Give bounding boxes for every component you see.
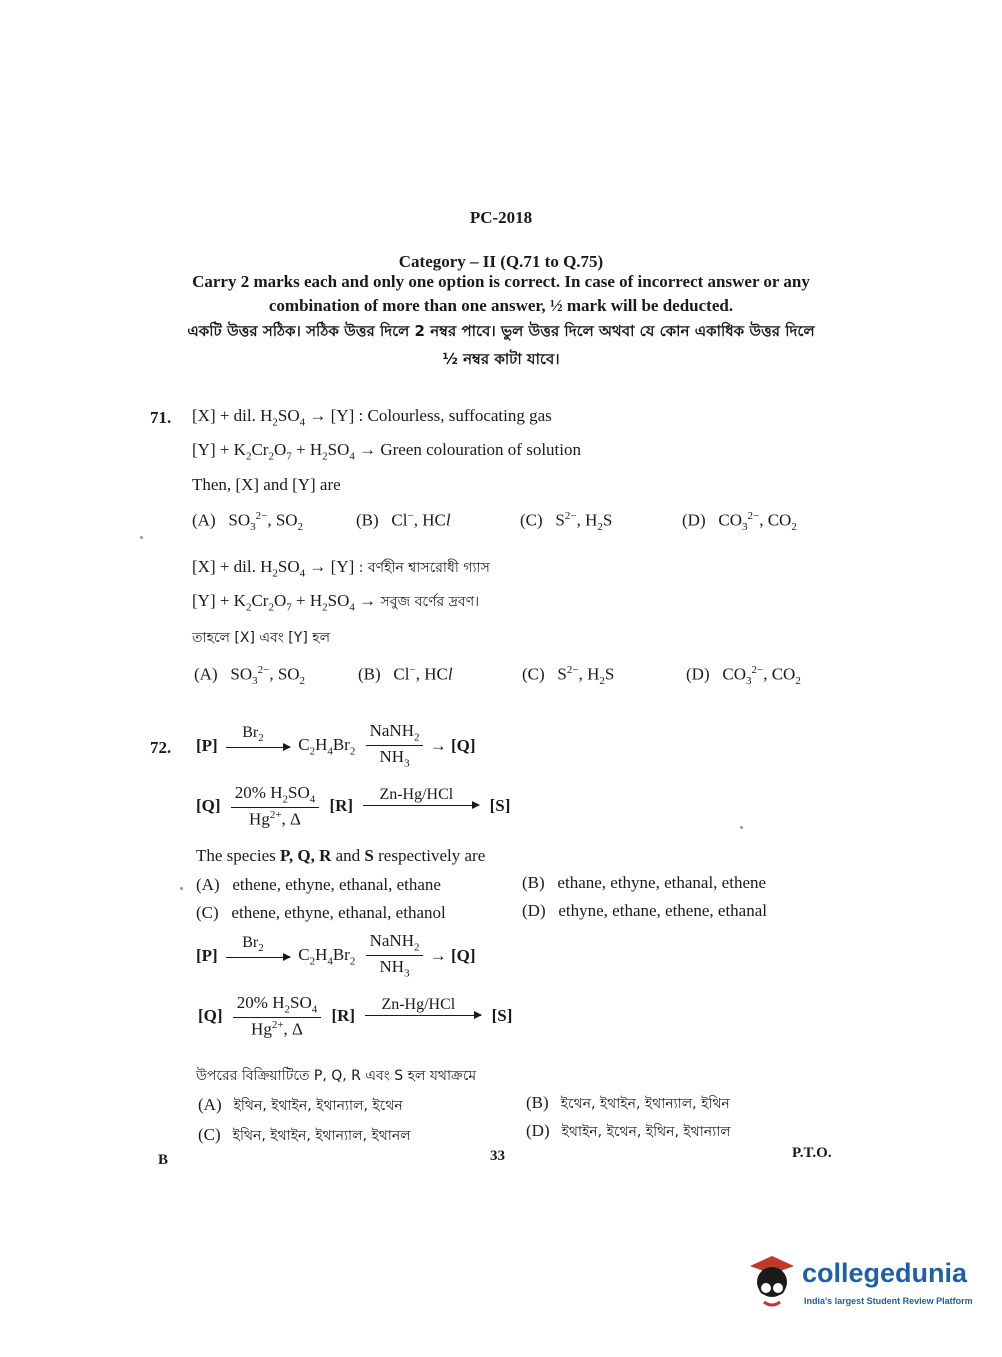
- reaction-arrow-zn: [363, 787, 479, 825]
- scan-speck: [740, 826, 743, 829]
- option-text: ইথিন, ইথাইন, ইথান্যাল, ইথেন: [233, 1098, 403, 1114]
- option-label: (B): [526, 1093, 549, 1112]
- q71-bn-option-c[interactable]: (C) $S^{2-}$, $H_2S$: [522, 664, 615, 688]
- q72-bn-option-d[interactable]: [526, 1120, 731, 1144]
- q72-option-a[interactable]: [196, 875, 441, 895]
- reagent-zn-hg: Zn-Hg/HCl: [379, 786, 454, 804]
- q71-option-c[interactable]: (C) $S^{2-}$, $H_2S$: [520, 510, 613, 534]
- q72-option-d[interactable]: [522, 901, 767, 921]
- prompt-bold: S: [364, 846, 374, 865]
- option-label: (B): [358, 664, 381, 684]
- option-label: (A): [196, 875, 220, 894]
- page-code: PC-2018: [469, 208, 533, 227]
- prompt-text: and: [331, 846, 365, 865]
- q71-option-b[interactable]: (B) Cl−, HCl: [356, 510, 451, 530]
- q71-option-a[interactable]: (A) $SO_3^{2-}$, $SO_2$: [192, 510, 304, 534]
- category-title: Category – II (Q.71 to Q.75): [398, 252, 604, 271]
- q71-bn-prompt: তাহলে [X] এবং [Y] হল: [192, 630, 331, 646]
- option-label: (D): [682, 510, 706, 530]
- option-label: (D): [526, 1121, 550, 1140]
- option-text: ইথাইন, ইথেন, ইথিন, ইথান্যাল: [561, 1124, 731, 1140]
- species-r: [R]: [331, 1006, 356, 1026]
- reagent-zn-hg: Zn-Hg/HCl: [381, 996, 456, 1014]
- reaction-arrow-zn: [365, 997, 481, 1035]
- option-label: (C): [520, 510, 543, 530]
- q71-line-1-text: : Colourless, suffocating gas: [354, 406, 552, 425]
- collegedunia-watermark: [742, 1250, 972, 1320]
- prompt-bold: P, Q, R: [280, 846, 332, 865]
- species-q: [Q]: [450, 945, 476, 965]
- reagent-nh3: NH: [379, 956, 405, 976]
- option-label: (A): [194, 664, 218, 684]
- species-r: [R]: [329, 796, 354, 816]
- q71-prompt: Then, [X] and [Y] are: [192, 475, 341, 494]
- reaction-arrow-nanh2: $\frac{NaNH_2}{NH_3}$: [366, 932, 424, 980]
- option-label: (C): [198, 1125, 221, 1144]
- q72-option-b[interactable]: [522, 873, 766, 893]
- q71-bn-option-b[interactable]: (B) Cl−, HCl: [358, 664, 453, 684]
- q72-bn-option-a[interactable]: [198, 1094, 403, 1118]
- option-label: (C): [196, 903, 219, 922]
- instruction-bn-1: একটি উত্তর সঠিক। সঠিক উত্তর দিলে 2 নম্বর পাবে। ভুল উত্তর দিলে অথবা যে কোন একাধিক উত্তর দিলে: [187, 322, 815, 340]
- q71-bn-line-2: $[Y] + K_2Cr_2O_7 + H_2SO_4$ → সবুজ বর্ণের দ্রবণ।: [192, 591, 480, 614]
- q72-bn-option-c[interactable]: [198, 1124, 411, 1148]
- question-number-72: 72.: [150, 738, 172, 757]
- reagent-nanh2: NaNH: [369, 931, 414, 950]
- q72-bn-reaction-2: [198, 994, 512, 1038]
- instruction-en-2: combination of more than one answer, ½ mark will be deducted.: [268, 296, 734, 315]
- q71-option-d[interactable]: (D) $CO_3^{2-}$, $CO_2$: [682, 510, 797, 534]
- option-label: (A): [192, 510, 216, 530]
- prompt-text: The species: [196, 846, 281, 865]
- option-text: ethane, ethyne, ethanal, ethene: [557, 873, 767, 892]
- q72-bn-reaction-1: [P] $Br_2$ $C_2H_4Br_2$ $\frac{NaNH_2}{NH_3}$ → [Q]: [196, 931, 476, 980]
- watermark-tagline: India's largest Student Review Platform: [804, 1296, 973, 1306]
- q71-line-2-text: Green colouration of solution: [376, 440, 582, 459]
- instruction-en-1: Carry 2 marks each and only one option is correct. In case of incorrect answer or any: [192, 272, 810, 291]
- q71-bn-option-a[interactable]: (A) $SO_3^{2-}$, $SO_2$: [194, 664, 306, 688]
- species-p: [P]: [196, 735, 218, 755]
- prompt-text: respectively are: [373, 846, 486, 865]
- instruction-bn-2: ½ নম্বর কাটা যাবে।: [442, 350, 560, 368]
- reaction-arrow-nanh2: $\frac{NaNH_2}{NH_3}$: [366, 722, 424, 770]
- reagent-h2so4: 20% H: [234, 783, 283, 802]
- q72-bn-prompt: উপরের বিক্রিয়াটিতে P, Q, R এবং S হল যথাক্রমে: [196, 1068, 477, 1084]
- reagent-hg: Hg: [249, 809, 270, 829]
- q72-reaction-1: [P] $Br_2$ $C_2H_4Br_2$ $\frac{NaNH_2}{NH_3}$ → [Q]: [196, 721, 476, 770]
- footer-pto: P.T.O.: [792, 1145, 832, 1161]
- option-text: ethene, ethyne, ethanal, ethanol: [231, 903, 446, 922]
- option-label: (A): [198, 1095, 222, 1114]
- option-label: (D): [522, 901, 546, 920]
- watermark-brand: collegedunia: [802, 1258, 968, 1288]
- option-label: (B): [522, 873, 545, 892]
- reagent-h2so4: 20% H: [236, 993, 285, 1012]
- reagent-nanh2: NaNH: [369, 721, 414, 740]
- species-q: [Q]: [450, 735, 476, 755]
- option-text: ইথিন, ইথাইন, ইথান্যাল, ইথানল: [232, 1128, 411, 1144]
- species-s: [S]: [489, 796, 511, 816]
- option-text: ethyne, ethane, ethene, ethanal: [558, 901, 767, 920]
- q71-line-1: [X] + dil. $H_2SO_4 \to [Y]$ : Colourless, suffocating gas: [192, 406, 552, 429]
- option-label: (D): [686, 664, 710, 684]
- q72-reaction-2: [196, 784, 510, 828]
- question-number-71: 71.: [150, 408, 172, 427]
- species-q: [Q]: [196, 796, 221, 816]
- q72-bn-option-b[interactable]: [526, 1092, 730, 1116]
- q71-bn-line-1: [X] + dil. $H_2SO_4 \to [Y]$ : বর্ণহীন শ্বাসরোধী গ্যাস: [192, 557, 490, 580]
- reagent-br2: Br: [242, 724, 259, 742]
- option-label: (C): [522, 664, 545, 684]
- reaction-arrow: $Br_2$: [226, 725, 290, 766]
- option-text: ethene, ethyne, ethanal, ethane: [232, 875, 441, 894]
- scan-speck: [140, 536, 143, 539]
- species-s: [S]: [491, 1006, 513, 1026]
- q71-bn-line-2-text: সবুজ বর্ণের দ্রবণ।: [376, 594, 480, 610]
- option-text: ইথেন, ইথাইন, ইথান্যাল, ইথিন: [560, 1096, 730, 1112]
- mascot-icon: [742, 1252, 802, 1312]
- reaction-arrow: $Br_2$: [226, 935, 290, 976]
- page-number: 33: [490, 1148, 505, 1164]
- q71-bn-line-1-text: : বর্ণহীন শ্বাসরোধী গ্যাস: [354, 560, 490, 576]
- species-q: [Q]: [198, 1006, 223, 1026]
- reagent-hg: Hg: [251, 1019, 272, 1039]
- footer-booklet-code: B: [158, 1152, 169, 1168]
- q72-prompt: [196, 846, 485, 866]
- species-p: [P]: [196, 945, 218, 965]
- reagent-nh3: NH: [379, 746, 405, 766]
- reaction-arrow-h2so4: $\frac{20\% H_2SO_4}{Hg^{2+}, \Delta}$: [231, 784, 319, 828]
- q72-option-c[interactable]: [196, 903, 446, 923]
- reaction-arrow-h2so4: $\frac{20\% H_2SO_4}{Hg^{2+}, \Delta}$: [233, 994, 321, 1038]
- scan-speck: [180, 887, 183, 890]
- q71-line-2: $[Y] + K_2Cr_2O_7 + H_2SO_4$ → Green colouration of solution: [192, 440, 582, 463]
- q71-bn-option-d[interactable]: (D) $CO_3^{2-}$, $CO_2$: [686, 664, 801, 688]
- reagent-br2: Br: [242, 934, 259, 952]
- option-label: (B): [356, 510, 379, 530]
